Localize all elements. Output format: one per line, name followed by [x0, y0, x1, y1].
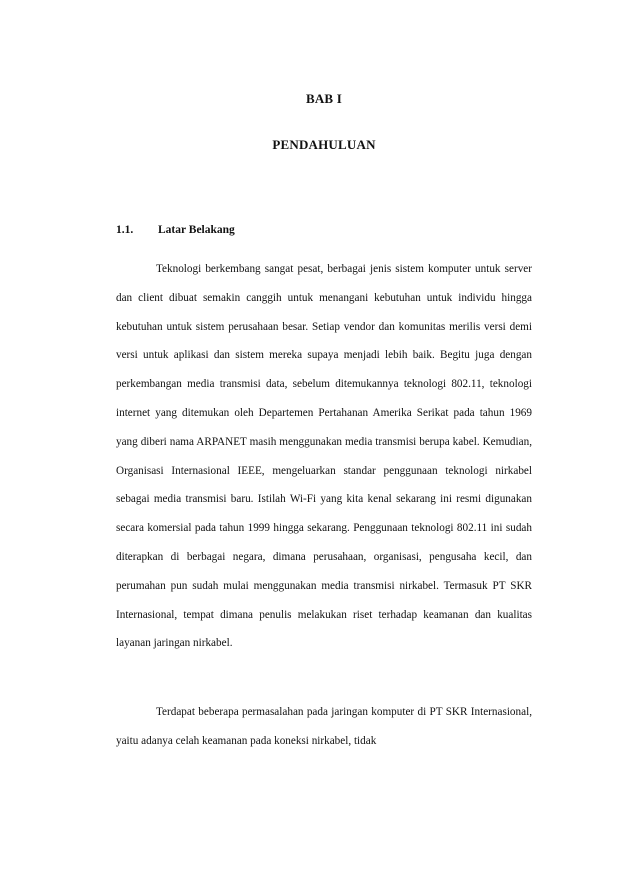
body-paragraph-1: Teknologi berkembang sangat pesat, berbagai jenis sistem komputer untuk server dan client dibuat semakin canggih untuk menangani kebutuhan untuk individu hingga kebutuhan untuk sistem perusahaan besar. Setiap vendor dan komunitas merilis versi demi versi untuk aplikasi dan sistem mereka supaya menjadi lebih baik. Begitu juga dengan perkembangan media transmisi data, sebelum ditemukannya teknologi 802.11, teknologi internet yang ditemukan oleh Departemen Pertahanan Amerika Serikat pada tahun 1969 yang diberi nama ARPANET masih menggunakan media transmisi berupa kabel. Kemudian, Organisasi Internasional IEEE, mengeluarkan standar penggunaan teknologi nirkabel sebagai media transmisi baru. Istilah Wi-Fi yang kita kenal sekarang ini resmi digunakan secara komersial pada tahun 1999 hingga sekarang. Penggunaan teknologi 802.11 ini sudah diterapkan di berbagai negara, dimana perusahaan, organisasi, pengusaha kecil, dan perumahan pun sudah mulai menggunakan media transmisi nirkabel. Termasuk PT SKR Internasional, tempat dimana penulis melakukan riset terhadap keamanan dan kualitas layanan jaringan nirkabel. — [116, 263, 532, 650]
section-title: Latar Belakang — [158, 224, 235, 236]
chapter-heading: BAB I — [305, 91, 343, 106]
section-number: 1.1. — [116, 224, 134, 236]
body-paragraph-2: Terdapat beberapa permasalahan pada jaringan komputer di PT SKR Internasional, yaitu adanya celah keamanan pada koneksi nirkabel, tidak — [116, 706, 532, 747]
chapter-title: PENDAHULUAN — [272, 137, 376, 152]
section-heading — [116, 224, 235, 236]
